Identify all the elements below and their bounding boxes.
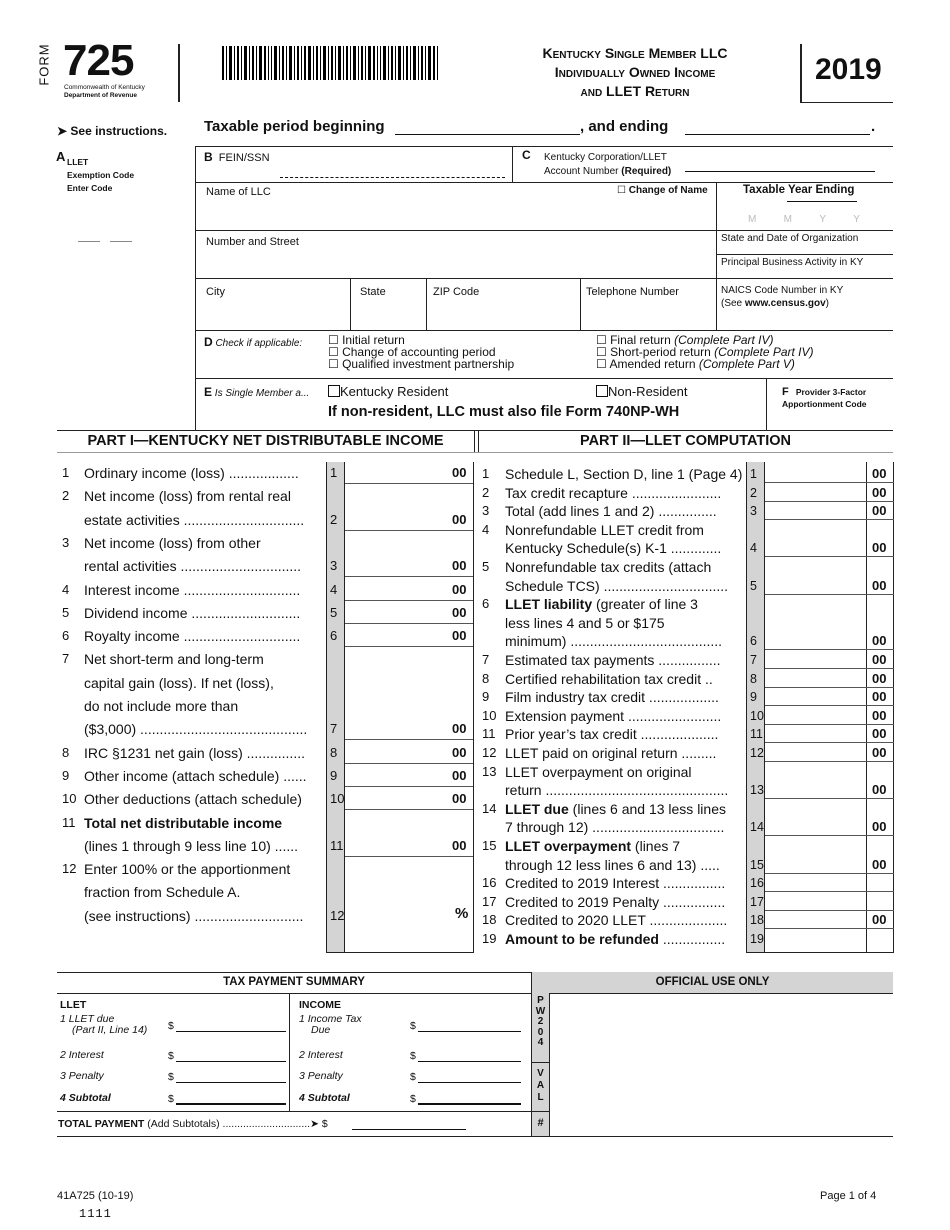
- part1-line-suffix: 00: [452, 767, 467, 783]
- part2-line-label: Extension payment ........................: [505, 707, 722, 724]
- total-payment-label: TOTAL PAYMENT (Add Subtotals) ..............................➤ $: [58, 1118, 328, 1130]
- section-b-label: B FEIN/SSN: [204, 150, 270, 164]
- section-c-letter: C: [522, 148, 531, 162]
- part2-line-label: Estimated tax payments ................: [505, 652, 721, 668]
- part1-line-suffix: 00: [452, 511, 467, 527]
- part2-line-suffix: 00: [872, 726, 887, 742]
- part1-line-10-input[interactable]: [346, 788, 444, 808]
- telephone-label: Telephone Number: [586, 286, 679, 298]
- part2-line-label: Credited to 2019 Penalty ................: [505, 893, 726, 910]
- part2-line-19-input[interactable]: [766, 929, 865, 947]
- part1-line-6-input[interactable]: [346, 625, 444, 645]
- bc-divider: [512, 146, 513, 182]
- part2-line-label: Tax credit recapture .......................: [505, 484, 722, 501]
- period-beginning-input[interactable]: [395, 121, 580, 135]
- summary-item-label: 3 Penalty: [60, 1070, 104, 1082]
- part2-line-suffix: 00: [872, 689, 887, 705]
- part2-line-suffix: 00: [872, 540, 887, 556]
- part2-line-13-input[interactable]: [766, 780, 865, 798]
- exemption-code-input-1[interactable]: [78, 241, 100, 242]
- part1-line-number: 3: [62, 534, 70, 550]
- part2-line-label: Certified rehabilitation tax credit ..: [505, 670, 713, 687]
- principal-business-label: Principal Business Activity in KY: [721, 257, 864, 268]
- part2-box-number: 8: [750, 671, 757, 686]
- part1-line-label: Net short-term and long-term: [84, 651, 264, 668]
- non-resident-note: If non-resident, LLC must also file Form 740NP-WH: [328, 404, 680, 420]
- part2-line-number: 14: [482, 800, 497, 816]
- part1-line-number: 8: [62, 744, 70, 760]
- final-return-checkbox[interactable]: ☐ Final return (Complete Part IV): [596, 333, 774, 347]
- part2-line-4-input[interactable]: [766, 538, 865, 556]
- part2-box-number: 13: [750, 783, 764, 798]
- part2-line-label: Amount to be refunded ................: [505, 931, 726, 947]
- part1-line-label: Dividend income ............................: [84, 604, 301, 621]
- part2-line-label: LLET due (lines 6 and 13 less lines: [505, 800, 726, 817]
- part2-line-number: 1: [482, 466, 490, 481]
- part1-line-7-input[interactable]: [346, 718, 444, 738]
- part1-box-number: 9: [330, 767, 338, 783]
- part2-box-number: 18: [750, 913, 764, 928]
- form-code: 41A725 (10-19): [57, 1190, 134, 1202]
- part1-line-4-input[interactable]: [346, 579, 444, 599]
- exemption-code-input-2[interactable]: [110, 241, 132, 242]
- total-payment-input[interactable]: [352, 1116, 466, 1130]
- part1-line-label: (see instructions) ............................: [84, 907, 304, 924]
- summary-llet_items-input-4[interactable]: [176, 1091, 286, 1105]
- summary-llet-head: LLET: [60, 999, 87, 1011]
- part1-line-8-input[interactable]: [346, 742, 444, 762]
- part1-line-label: Ordinary income (loss) ..................: [84, 465, 299, 481]
- part2-line-label: LLET liability (greater of line 3: [505, 596, 698, 613]
- part2-box-number: 16: [750, 876, 764, 891]
- part2-line-number: 19: [482, 931, 497, 946]
- part2-line-number: 10: [482, 707, 497, 723]
- part1-line-label: Net income (loss) from rental real: [84, 488, 291, 505]
- summary-income_items-input-1[interactable]: [418, 1018, 521, 1032]
- agency-name: Commonwealth of Kentucky Department of Revenue: [64, 84, 145, 99]
- dollar-sign: $: [168, 1050, 174, 1062]
- part2-line-label: less lines 4 and 5 or $175: [505, 614, 665, 631]
- part1-line-label: capital gain (loss). If net (loss),: [84, 674, 274, 691]
- part2-line-number: 11: [482, 726, 496, 742]
- form-label-vertical: FORM: [36, 43, 52, 86]
- part2-line-2-input[interactable]: [766, 483, 865, 501]
- header-rule: [800, 102, 893, 103]
- summary-item-label: 1 LLET due (Part II, Line 14): [60, 1013, 148, 1036]
- part2-line-10-input[interactable]: [766, 706, 865, 724]
- part1-line-label: rental activities ...............................: [84, 558, 302, 575]
- part2-box-number: 14: [750, 820, 764, 835]
- part2-line-suffix: 00: [872, 782, 887, 798]
- part2-line-6-input[interactable]: [766, 631, 865, 649]
- period-ending-input[interactable]: [685, 121, 870, 135]
- part1-line-label: Net income (loss) from other: [84, 534, 261, 551]
- part2-line-number: 9: [482, 689, 490, 705]
- part1-line-label: Interest income ..............................: [84, 581, 301, 598]
- part2-line-label: LLET overpayment on original: [505, 763, 692, 780]
- part2-line-label: Prior year’s tax credit ....................: [505, 726, 719, 743]
- part1-line-label: Total net distributable income: [84, 814, 283, 831]
- dollar-sign: $: [410, 1071, 416, 1083]
- amended-return-checkbox[interactable]: ☐ Amended return (Complete Part V): [596, 357, 795, 371]
- part1-line-label: Other deductions (attach schedule): [84, 791, 302, 808]
- part2-line-label: Total (add lines 1 and 2) ...............: [505, 503, 717, 520]
- part1-line-label: Royalty income ..............................: [84, 628, 301, 645]
- dollar-sign: $: [410, 1093, 416, 1105]
- part1-line-suffix: 00: [452, 581, 467, 597]
- name-of-llc-label: Name of LLC: [206, 186, 271, 198]
- dollar-sign: $: [168, 1093, 174, 1105]
- part2-box-number: 7: [750, 653, 757, 667]
- part2-line-1-input[interactable]: [766, 464, 865, 482]
- part1-line-suffix: 00: [452, 465, 467, 480]
- taxable-year-ending-label: Taxable Year Ending: [743, 184, 855, 196]
- see-instructions: ➤ See instructions.: [57, 124, 168, 138]
- city-label: City: [206, 286, 225, 298]
- part1-box-number: 6: [330, 628, 338, 644]
- part2-line-label: through 12 less lines 6 and 13) .....: [505, 856, 720, 873]
- part2-line-label: LLET overpayment (lines 7: [505, 838, 681, 854]
- part2-line-12-input[interactable]: [766, 743, 865, 761]
- dollar-sign: $: [410, 1050, 416, 1062]
- part2-line-label: minimum) .......................................: [505, 633, 723, 650]
- summary-llet_items-input-1[interactable]: [176, 1018, 286, 1032]
- summary-item-label: 4 Subtotal: [299, 1092, 350, 1104]
- part1-line-number: 9: [62, 767, 70, 783]
- summary-income-head: INCOME: [299, 999, 341, 1011]
- part1-line-label: estate activities ...............................: [84, 511, 305, 528]
- part1-line-suffix: 00: [452, 721, 467, 737]
- checkbox-icon[interactable]: [596, 385, 608, 397]
- part2-box-number: 12: [750, 746, 764, 760]
- part2-line-suffix: 00: [872, 652, 887, 667]
- part2-line-number: 18: [482, 912, 497, 928]
- part1-box-number: 5: [330, 604, 338, 620]
- part1-box-number: 2: [330, 511, 338, 527]
- summary-item-label: 2 Interest: [299, 1049, 343, 1061]
- part2-line-number: 15: [482, 838, 497, 853]
- part2-line-11-input[interactable]: [766, 724, 865, 742]
- part1-box-number: 8: [330, 744, 338, 760]
- part2-box-number: 10: [750, 708, 764, 723]
- part1-box-number: 11: [330, 837, 344, 853]
- part1-line-label: (lines 1 through 9 less line 10) ......: [84, 837, 298, 854]
- part1-line-number: 1: [62, 465, 70, 480]
- section-d-label: D Check if applicable:: [204, 335, 303, 349]
- summary-item-label: 3 Penalty: [299, 1070, 343, 1082]
- grid-top: [195, 146, 893, 147]
- part2-line-15-input[interactable]: [766, 855, 865, 873]
- official-pw204: P W 2 0 4: [535, 995, 546, 1048]
- change-accounting-period-checkbox[interactable]: ☐ Change of accounting period: [328, 345, 496, 359]
- part1-line-label: do not include more than: [84, 698, 239, 714]
- part1-line-9-input[interactable]: [346, 765, 444, 785]
- part1-line-label: Enter 100% or the apportionment: [84, 861, 291, 878]
- part1-line-number: 4: [62, 581, 70, 597]
- summary-income_items-input-2[interactable]: [418, 1048, 521, 1062]
- part2-box-number: 3: [750, 504, 757, 519]
- part2-line-suffix: 00: [872, 670, 887, 686]
- ky-resident-checkbox[interactable]: Kentucky Resident: [328, 384, 448, 399]
- initial-return-checkbox[interactable]: ☐ Initial return: [328, 333, 405, 347]
- section-d-right-options: [596, 334, 814, 370]
- official-use-header: OFFICIAL USE ONLY: [531, 972, 893, 993]
- part2-line-number: 8: [482, 670, 490, 686]
- part2-line-suffix: 00: [872, 912, 887, 928]
- checkbox-icon[interactable]: [328, 385, 340, 397]
- form-number: 725: [63, 36, 134, 85]
- summary-item-label: 1 Income Tax Due: [299, 1013, 362, 1036]
- part2-line-label: Schedule TCS) ................................: [505, 577, 729, 594]
- part1-box-column: [326, 462, 345, 952]
- section-e-label: E Is Single Member a...: [204, 385, 310, 399]
- part2-line-label: 7 through 12) ..................................: [505, 819, 725, 836]
- section-c-label: Kentucky Corporation/LLET Account Number (Required): [544, 152, 672, 177]
- tax-year: 2019: [815, 53, 882, 86]
- summary-llet_items-input-3[interactable]: [176, 1069, 286, 1083]
- official-hash: #: [537, 1117, 544, 1129]
- part2-line-suffix: 00: [872, 484, 887, 500]
- header-divider: [178, 44, 180, 102]
- qualified-investment-checkbox[interactable]: ☐ Qualified investment partnership: [328, 357, 515, 371]
- part2-line-label: return ...............................................: [505, 782, 729, 799]
- part2-line-number: 4: [482, 521, 490, 537]
- official-val: V A L: [536, 1068, 545, 1103]
- part2-line-5-input[interactable]: [766, 576, 865, 594]
- summary-income_items-input-4[interactable]: [418, 1091, 521, 1105]
- part2-line-label: Kentucky Schedule(s) K-1 .............: [505, 540, 722, 557]
- part2-box-number: 5: [750, 578, 757, 593]
- dollar-sign: $: [168, 1020, 174, 1032]
- part2-line-suffix: 00: [872, 856, 887, 872]
- part1-line-suffix: 00: [452, 744, 467, 760]
- part2-line-18-input[interactable]: [766, 910, 865, 928]
- part1-line-number: 12: [62, 861, 77, 877]
- part2-box-number: 4: [750, 541, 757, 556]
- part1-line-suffix: 00: [452, 604, 467, 620]
- part1-box-number: 7: [330, 721, 338, 737]
- part1-line-number: 7: [62, 651, 70, 667]
- part2-line-suffix: 00: [872, 466, 887, 481]
- part2-box-number: 11: [750, 727, 763, 742]
- part1-line-12-input[interactable]: [346, 905, 444, 925]
- part2-line-3-input[interactable]: [766, 501, 865, 519]
- dollar-sign: $: [168, 1071, 174, 1083]
- part2-title: PART II—LLET COMPUTATION: [579, 433, 792, 449]
- part2-line-14-input[interactable]: [766, 817, 865, 835]
- footer-code: 1111: [79, 1207, 112, 1221]
- summary-item-label: 4 Subtotal: [60, 1092, 111, 1104]
- short-period-return-checkbox[interactable]: ☐ Short-period return (Complete Part IV): [596, 345, 814, 359]
- part1-line-suffix: 00: [452, 837, 467, 853]
- period-beginning-label: Taxable period beginning: [204, 118, 385, 135]
- part1-line-label: Other income (attach schedule) ......: [84, 767, 307, 784]
- part1-line-label: ($3,000) ...........................................: [84, 721, 308, 738]
- part2-line-number: 2: [482, 484, 490, 500]
- part2-box-number: 2: [750, 485, 757, 500]
- page-number: Page 1 of 4: [820, 1190, 877, 1202]
- part1-line-number: 5: [62, 604, 70, 620]
- part1-box-number: 3: [330, 558, 338, 574]
- part2-box-number: 19: [750, 932, 764, 946]
- section-a-label: A LLET Exemption Code Enter Code: [56, 149, 135, 193]
- part2-line-label: Film industry tax credit ..................: [505, 689, 719, 706]
- part1-line-number: 6: [62, 628, 70, 644]
- part2-line-number: 6: [482, 596, 490, 612]
- part1-line-11-input[interactable]: [346, 835, 444, 855]
- barcode: [222, 46, 438, 80]
- checkbox-icon[interactable]: ☐: [617, 185, 626, 196]
- part2-line-suffix: 00: [872, 707, 887, 723]
- part1-box-number: 10: [330, 791, 345, 807]
- part2-line-8-input[interactable]: [766, 669, 865, 687]
- part2-line-suffix: 00: [872, 633, 887, 649]
- part1-line-label: fraction from Schedule A.: [84, 884, 241, 901]
- part1-line-suffix: 00: [452, 791, 467, 807]
- part1-box-number: 12: [330, 907, 345, 923]
- part2-line-suffix: 00: [872, 745, 887, 760]
- section-f-label: F Provider 3-Factor Apportionment Code: [782, 386, 867, 409]
- part2-line-suffix: 00: [872, 577, 887, 593]
- summary-title: TAX PAYMENT SUMMARY: [223, 976, 365, 988]
- non-resident-checkbox[interactable]: Non-Resident: [596, 384, 688, 399]
- state-date-org-label: State and Date of Organization: [721, 233, 859, 244]
- part2-line-number: 5: [482, 559, 490, 574]
- summary-income_items-input-3[interactable]: [418, 1069, 521, 1083]
- part2-line-label: Nonrefundable tax credits (attach: [505, 559, 712, 575]
- period-ending-label: , and ending: [580, 118, 669, 135]
- part1-line-3-input[interactable]: [346, 555, 444, 575]
- part2-line-number: 17: [482, 893, 497, 909]
- part2-line-16-input[interactable]: [766, 873, 865, 891]
- part1-line-label: IRC §1231 net gain (loss) ...............: [84, 744, 305, 761]
- part2-line-17-input[interactable]: [766, 892, 865, 910]
- zip-label: ZIP Code: [433, 286, 480, 298]
- part2-line-number: 16: [482, 875, 497, 891]
- number-street-label: Number and Street: [206, 236, 299, 248]
- part2-line-suffix: 00: [872, 819, 887, 835]
- part2-line-label: Credited to 2020 LLET ....................: [505, 912, 728, 929]
- part2-line-suffix: 00: [872, 503, 887, 519]
- year-divider: [800, 44, 802, 102]
- year-ending-mmyy[interactable]: M M Y Y: [748, 214, 860, 225]
- part2-line-number: 12: [482, 745, 497, 760]
- part2-line-label: Schedule L, Section D, line 1 (Page 4): [505, 466, 743, 482]
- part2-box-number: 15: [750, 857, 764, 872]
- part2-line-number: 3: [482, 503, 490, 519]
- dollar-sign: $: [410, 1020, 416, 1032]
- part1-title: PART I—KENTUCKY NET DISTRIBUTABLE INCOME: [87, 433, 444, 449]
- part1-line-5-input[interactable]: [346, 602, 444, 622]
- part1-line-suffix: %: [455, 904, 469, 922]
- part2-box-number: 6: [750, 634, 757, 649]
- naics-label: NAICS Code Number in KY (See www.census.gov): [721, 285, 844, 309]
- arrow-icon: ➤: [310, 1118, 319, 1130]
- part2-box-number: 9: [750, 690, 757, 705]
- part1-line-suffix: 00: [452, 558, 467, 574]
- grid-left: [195, 146, 196, 430]
- part1-line-number: 10: [62, 791, 77, 807]
- part1-line-number: 11: [62, 814, 76, 830]
- part1-box-number: 4: [330, 581, 338, 597]
- part1-line-suffix: 00: [452, 628, 467, 644]
- part1-line-1-input[interactable]: [346, 462, 444, 482]
- change-of-name-checkbox[interactable]: ☐ Change of Name: [617, 185, 708, 196]
- state-label: State: [360, 286, 386, 298]
- part1-box-number: 1: [330, 465, 338, 480]
- part2-box-number: 1: [750, 467, 757, 481]
- part2-line-7-input[interactable]: [766, 650, 865, 668]
- part2-line-number: 7: [482, 652, 490, 667]
- section-d-left-options: [328, 334, 514, 370]
- part2-line-label: Nonrefundable LLET credit from: [505, 521, 704, 538]
- summary-llet_items-input-2[interactable]: [176, 1048, 286, 1062]
- form-title: Kentucky Single Member LLC Individually Owned Income and LLET Return: [542, 45, 728, 99]
- fein-ssn-input[interactable]: [280, 164, 505, 178]
- summary-item-label: 2 Interest: [60, 1049, 104, 1061]
- part2-line-label: Credited to 2019 Interest ................: [505, 875, 726, 892]
- part2-box-number: 17: [750, 894, 764, 909]
- arrow-icon: ➤: [57, 124, 68, 138]
- part1-line-2-input[interactable]: [346, 509, 444, 529]
- part2-line-number: 13: [482, 763, 497, 779]
- ky-account-number-input[interactable]: [685, 160, 875, 172]
- part2-line-9-input[interactable]: [766, 687, 865, 705]
- part1-line-number: 2: [62, 488, 70, 504]
- part2-line-label: LLET paid on original return .........: [505, 745, 717, 761]
